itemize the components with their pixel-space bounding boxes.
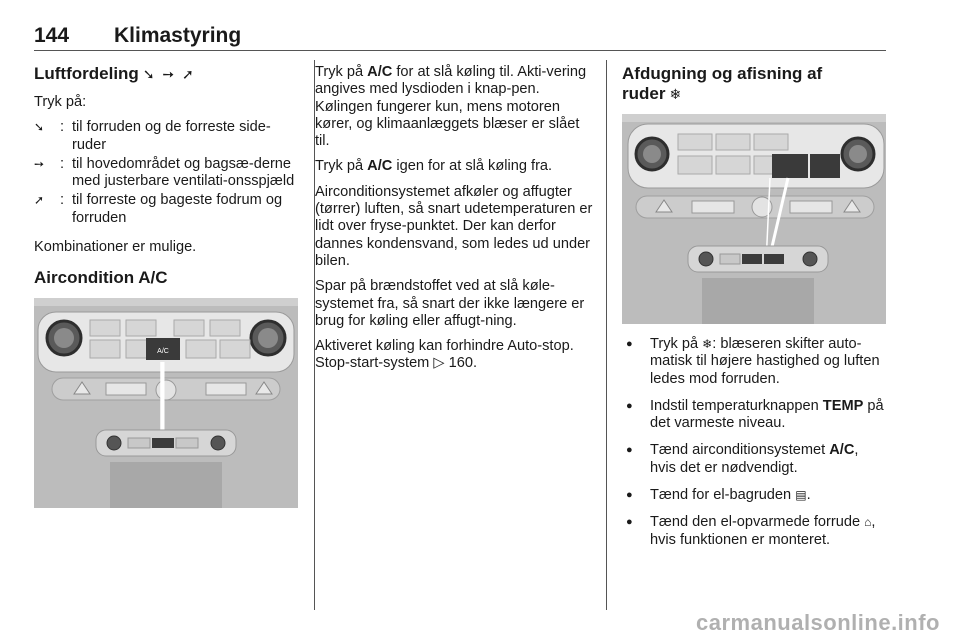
fuel-saving-paragraph: Spar på brændstoffet ved at slå køle-systemet fra, så snart der ikke længere er brug for køling eller affugt-ning. <box>315 278 585 329</box>
airflow-row-main: ➙ : til hovedområdet og bagsæ-derne med justerbare ventilati-onsspjæld <box>34 155 295 190</box>
ac-panel-figure <box>34 298 298 508</box>
press-label: Tryk på: <box>34 94 87 110</box>
windscreen-defrost-icon: ❄ <box>669 86 684 102</box>
rear-window-heating-icon: ▤ <box>795 488 807 503</box>
list-item: ● Indstil temperaturknappen TEMP på det varmeste niveau. <box>622 398 888 433</box>
defog-heading: Afdugning og afisning af ruder ❄ <box>622 64 823 103</box>
airflow-heading: Luftfordeling ➘ ➙ ➚ <box>34 64 196 83</box>
page-number: 144 <box>34 24 70 47</box>
list-item: ● Tænd for el-bagruden ▤. <box>622 487 888 504</box>
defrost-steps-list <box>622 336 888 549</box>
airflow-icons: ➘ ➙ ➚ <box>142 66 196 82</box>
airflow-row-footwell: ➚ : til forreste og bageste fodrum og forruden <box>34 192 283 226</box>
chapter-title: Klimastyring <box>114 24 242 47</box>
defrost-panel-figure <box>622 114 886 324</box>
ac-description-paragraph: Airconditionsystemet afkøler og affugter (tørrer) luften, så snart udetemperaturen er lidt over fryse-punktet. Der kan derfor dannes kondensvand, som ledes ud under bilen. <box>315 183 593 269</box>
list-item: ● Tænd den el-opvarmede forrude ⌂, hvis funktionen er monteret. <box>622 514 888 549</box>
ac-heading: Aircondition A/C <box>34 268 168 288</box>
watermark: carmanualsonline.info <box>696 610 940 635</box>
ac-on-paragraph: Tryk på A/C for at slå køling til. Akti-vering angives med lysdioden i knap-pen. Kølingen fungerer kun, mens motoren kører, og klimaanlæggets blæser er slået til. <box>315 64 587 150</box>
column-1 <box>34 64 302 508</box>
airflow-row-windscreen: ➘ : til forruden og de forreste side-ruder <box>34 119 271 153</box>
column-2 <box>315 64 595 381</box>
ac-button-label: A/C <box>157 348 169 356</box>
windscreen-airflow-icon: ➘ <box>34 120 45 135</box>
heated-windscreen-icon: ⌂ <box>864 515 872 530</box>
main-airflow-icon: ➙ <box>34 156 45 171</box>
windscreen-defrost-icon: ❄ <box>702 337 713 351</box>
autostop-paragraph: Aktiveret køling kan forhindre Auto-stop. Stop-start-system ▷ 160. <box>315 338 574 372</box>
list-item: ● Tryk på ❄: blæseren skifter auto-matisk til højere hastighed og luften ledes mod forruden. <box>622 336 888 388</box>
ac-off-paragraph: Tryk på A/C igen for at slå køling fra. <box>315 158 553 175</box>
column-divider-2 <box>606 60 607 610</box>
combinations-text: Kombinationer er mulige. <box>34 239 197 256</box>
column-3 <box>622 64 888 559</box>
page-header <box>34 24 886 52</box>
header-divider <box>34 50 886 51</box>
footwell-airflow-icon: ➚ <box>34 193 45 208</box>
list-item: ● Tænd airconditionsystemet A/C, hvis det er nødvendigt. <box>622 442 888 477</box>
